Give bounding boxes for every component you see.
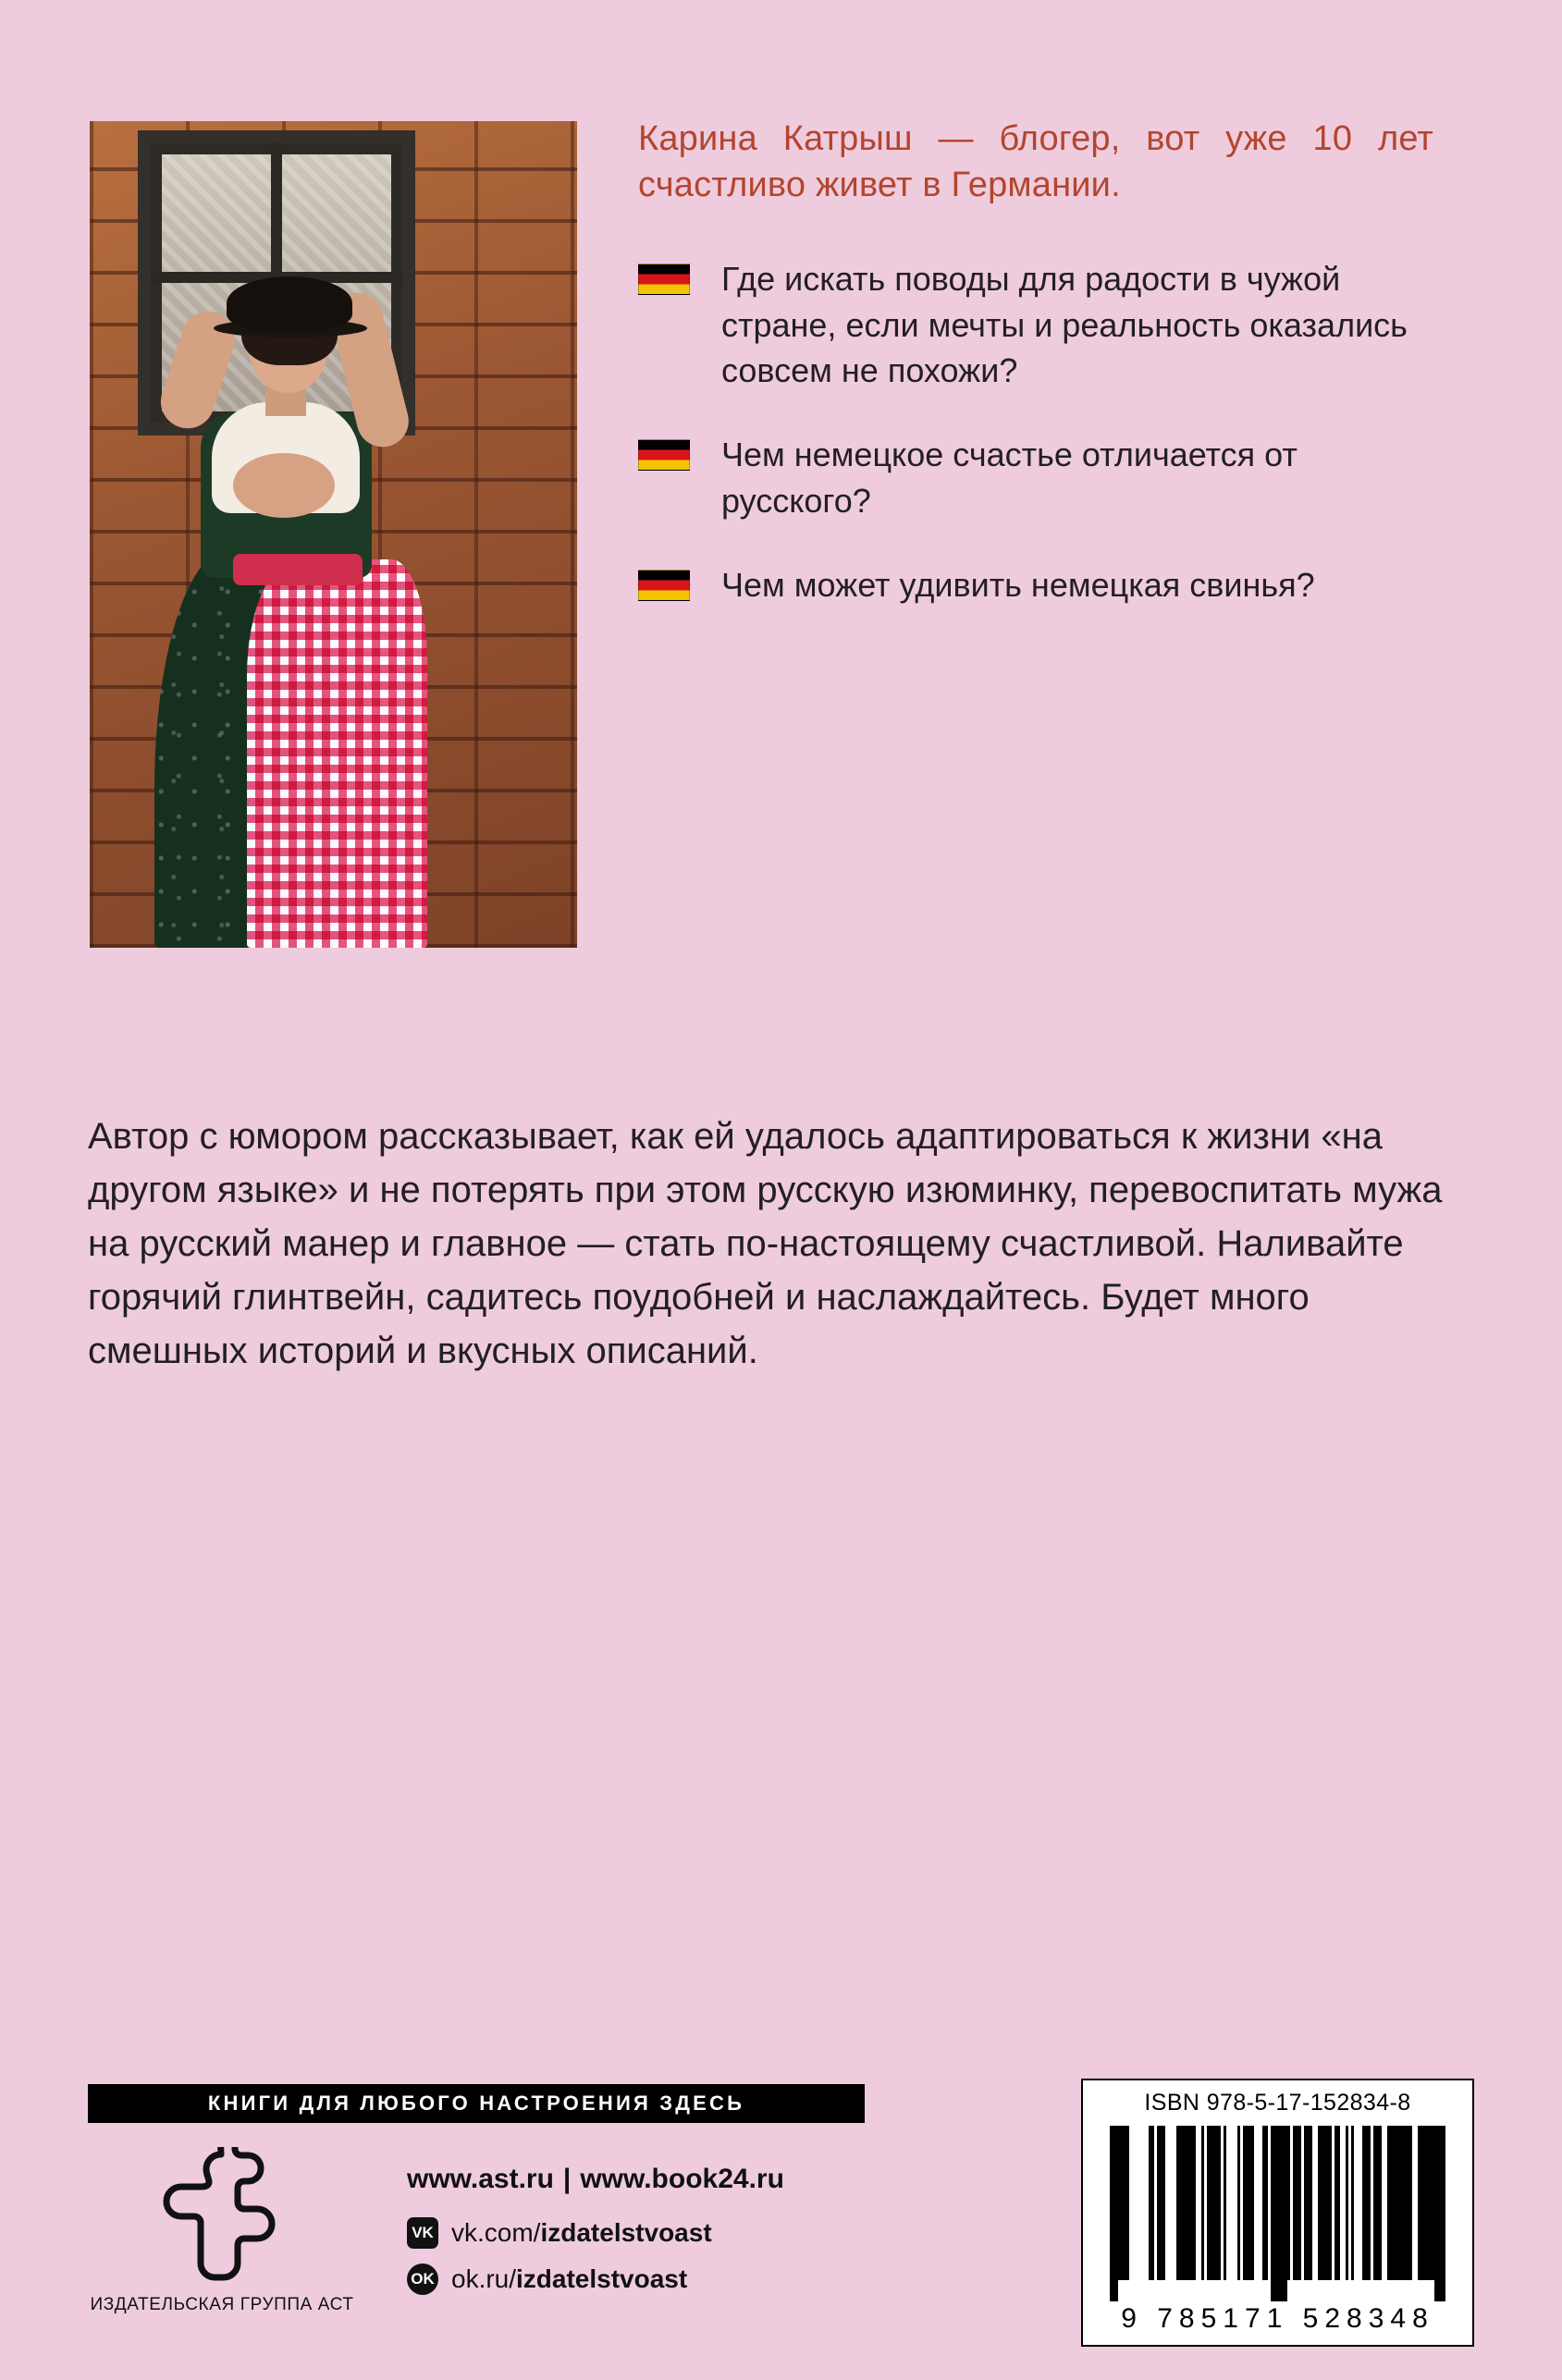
barcode-bars: [1096, 2126, 1459, 2301]
ok-row[interactable]: [407, 2263, 784, 2295]
tagline-banner: КНИГИ ДЛЯ ЛЮБОГО НАСТРОЕНИЯ ЗДЕСЬ: [88, 2084, 865, 2123]
bullet-list: [638, 256, 1433, 607]
publisher-name: ИЗДАТЕЛЬСКАЯ ГРУППА АСТ: [90, 2295, 354, 2314]
top-text-column: [638, 116, 1433, 646]
bullet-text: Чем немецкое счастье отличается от русского?: [721, 436, 1298, 520]
checkered-apron: [247, 559, 427, 948]
link-separator: |: [562, 2164, 572, 2194]
vk-link-prefix: vk.com/: [451, 2218, 541, 2247]
author-photo: [90, 121, 577, 948]
isbn-text: ISBN 978-5-17-152834-8: [1144, 2090, 1411, 2116]
bullet-text: Чем может удивить немецкая свинья?: [721, 565, 1315, 604]
top-section: [0, 0, 1562, 1017]
footer-section: [0, 2066, 1562, 2380]
german-flag-icon: [638, 439, 690, 471]
ok-link-handle[interactable]: izdatelstvoast: [516, 2264, 688, 2293]
website-row: [407, 2164, 784, 2195]
list-item: [638, 432, 1433, 523]
figure-torso: [233, 453, 335, 518]
vk-link-handle[interactable]: izdatelstvoast: [540, 2218, 712, 2247]
red-sash: [233, 554, 363, 585]
link-book24-ru[interactable]: www.book24.ru: [580, 2164, 784, 2194]
publisher-links: [407, 2164, 784, 2310]
author-figure: [145, 217, 450, 948]
list-item: [638, 256, 1433, 393]
list-item: [638, 562, 1433, 607]
ast-logo-icon: [153, 2147, 291, 2286]
german-flag-icon: [638, 570, 690, 601]
vk-row[interactable]: [407, 2217, 784, 2249]
bullet-text: Где искать поводы для радости в чужой стране, если мечты и реальность оказались совсем не похожи?: [721, 260, 1408, 389]
annotation-paragraph: Автор с юмором рассказывает, как ей удалось адаптироваться к жизни «на другом языке» и не потерять при этом русскую изюминку, перевоспитать мужа на русский манер и главное — стать по-настоящему счастливой. Наливайте горячий глинтвейн, садитесь поудобней и наслаждайтесь. Будет много смешных историй и вкусных описаний.: [88, 1116, 1443, 1371]
link-ast-ru[interactable]: www.ast.ru: [407, 2164, 554, 2194]
annotation-text: [88, 1110, 1447, 1378]
ok-icon: OK: [407, 2263, 438, 2295]
barcode-block: [1081, 2079, 1474, 2347]
bavarian-hat: [227, 276, 352, 330]
author-lede: Карина Катрыш — блогер, вот уже 10 лет счастливо живет в Германии.: [638, 119, 1433, 205]
ok-link-prefix: ok.ru/: [451, 2264, 517, 2293]
barcode-digits: 9 785171 528348: [1121, 2303, 1434, 2334]
barcode-bar: [1440, 2126, 1445, 2301]
publisher-block: [88, 2147, 356, 2315]
german-flag-icon: [638, 264, 690, 295]
vk-icon: VK: [407, 2217, 438, 2249]
